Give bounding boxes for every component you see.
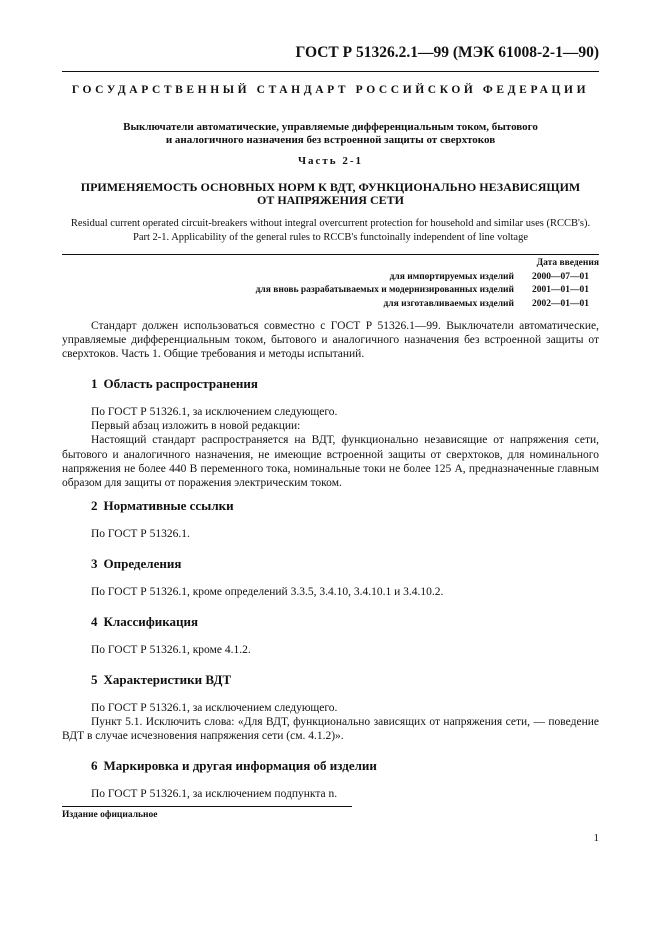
date-row bbox=[256, 284, 599, 298]
english-title bbox=[59, 217, 602, 245]
paragraph: По ГОСТ Р 51326.1, за исключением следующего. bbox=[91, 406, 338, 418]
gost-number: ГОСТ Р 51326.2.1—99 (МЭК 61008-2-1—90) bbox=[295, 44, 599, 61]
section-heading bbox=[91, 672, 231, 688]
section-body bbox=[62, 405, 599, 490]
section-body bbox=[62, 701, 599, 744]
section-number: 5 bbox=[91, 672, 98, 687]
section-title: Нормативные ссылки bbox=[103, 498, 234, 513]
subtitle-line: ПРИМЕНЯЕМОСТЬ ОСНОВНЫХ НОРМ К ВДТ, ФУНКЦИОНАЛЬНО НЕЗАВИСЯЩИМ bbox=[80, 180, 581, 194]
paragraph: Настоящий стандарт распространяется на ВДТ, функционально независящие от напряжения сети, бытового и аналогичного назначения, не имеющие встроенной защиты от сверхтоков, для номинального напряжения не более 440 В переменного тока, номинальные токи не более 125 А, предназначенные главным образом для защиты от поражения электрическим током. bbox=[62, 434, 599, 490]
edition-label: Издание официальное bbox=[62, 810, 158, 820]
section-heading bbox=[91, 498, 234, 514]
subtitle-line: ОТ НАПРЯЖЕНИЯ СЕТИ bbox=[257, 193, 404, 207]
date-value: 2001—01—01 bbox=[532, 285, 589, 295]
title-rule bbox=[62, 254, 599, 255]
section-title: Характеристики ВДТ bbox=[103, 672, 232, 687]
date-row bbox=[256, 298, 599, 312]
section-heading bbox=[91, 376, 258, 392]
paragraph: По ГОСТ Р 51326.1. bbox=[91, 528, 190, 540]
section-number: 3 bbox=[91, 556, 98, 571]
date-value: 2000—07—01 bbox=[532, 271, 589, 282]
footer-rule bbox=[62, 806, 352, 807]
section-number: 4 bbox=[91, 614, 98, 629]
paragraph: По ГОСТ Р 51326.1, кроме определений 3.3.5, 3.4.10, 3.4.10.1 и 3.4.10.2. bbox=[91, 586, 444, 598]
paragraph: По ГОСТ Р 51326.1, кроме 4.1.2. bbox=[91, 644, 251, 656]
date-value: 2002—01—01 bbox=[532, 298, 589, 309]
section-body bbox=[62, 787, 599, 801]
paragraph: Стандарт должен использоваться совместно с ГОСТ Р 51326.1—99. Выключатели автоматические, управляемые дифференциальным током, бытового и аналогичного назначения без встроенной защиты от сверхтоков. Часть 1. Общие требования и методы испытаний. bbox=[62, 320, 599, 361]
section-heading bbox=[91, 556, 181, 572]
section-title: Область распространения bbox=[103, 376, 258, 391]
part-label: Часть 2-1 bbox=[297, 155, 364, 167]
date-row bbox=[256, 271, 599, 285]
introduction-dates bbox=[256, 257, 599, 311]
section-body bbox=[62, 527, 599, 541]
paragraph: Пункт 5.1. Исключить слова: «Для ВДТ, функционально зависящих от напряжения сети, — поведение ВДТ в случае исчезновения напряжения сети (см. 4.1.2)». bbox=[62, 716, 599, 743]
english-title-line: Residual current operated circuit-breakers without integral overcurrent protection for household and similar uses (RCCB's). bbox=[70, 218, 591, 229]
document-subtitle bbox=[62, 181, 599, 207]
intro-paragraph bbox=[62, 319, 599, 362]
title-line: Выключатели автоматические, управляемые дифференциальным током, бытового bbox=[123, 121, 538, 133]
date-label: для изготавливаемых изделий bbox=[383, 298, 514, 309]
section-title: Классификация bbox=[103, 614, 199, 629]
section-heading bbox=[91, 758, 377, 774]
dates-heading: Дата введения bbox=[536, 258, 599, 268]
section-number: 2 bbox=[91, 498, 98, 513]
section-title: Определения bbox=[103, 556, 182, 571]
title-line: и аналогичного назначения без встроенной защиты от сверхтоков bbox=[165, 134, 496, 146]
page-number: 1 bbox=[593, 832, 599, 844]
header-rule bbox=[62, 71, 599, 72]
section-number: 6 bbox=[91, 758, 98, 773]
section-title: Маркировка и другая информация об изделии bbox=[103, 758, 377, 773]
document-title bbox=[62, 121, 599, 147]
section-heading bbox=[91, 614, 198, 630]
english-title-line: Part 2-1. Applicability of the general rules to RCCB's functoinally independent of line voltage bbox=[133, 232, 528, 243]
state-standard-heading: ГОСУДАРСТВЕННЫЙ СТАНДАРТ РОССИЙСКОЙ ФЕДЕРАЦИИ bbox=[71, 84, 590, 96]
document-page bbox=[62, 0, 599, 936]
paragraph: Первый абзац изложить в новой редакции: bbox=[91, 420, 301, 433]
paragraph: По ГОСТ Р 51326.1, за исключением следующего. bbox=[91, 702, 338, 714]
date-label: для вновь разрабатываемых и модернизированных изделий bbox=[255, 285, 514, 295]
paragraph: По ГОСТ Р 51326.1, за исключением подпункта n. bbox=[91, 788, 338, 800]
section-body bbox=[62, 585, 599, 599]
section-number: 1 bbox=[91, 376, 98, 391]
section-body bbox=[62, 643, 599, 657]
date-label: для импортируемых изделий bbox=[389, 271, 514, 282]
